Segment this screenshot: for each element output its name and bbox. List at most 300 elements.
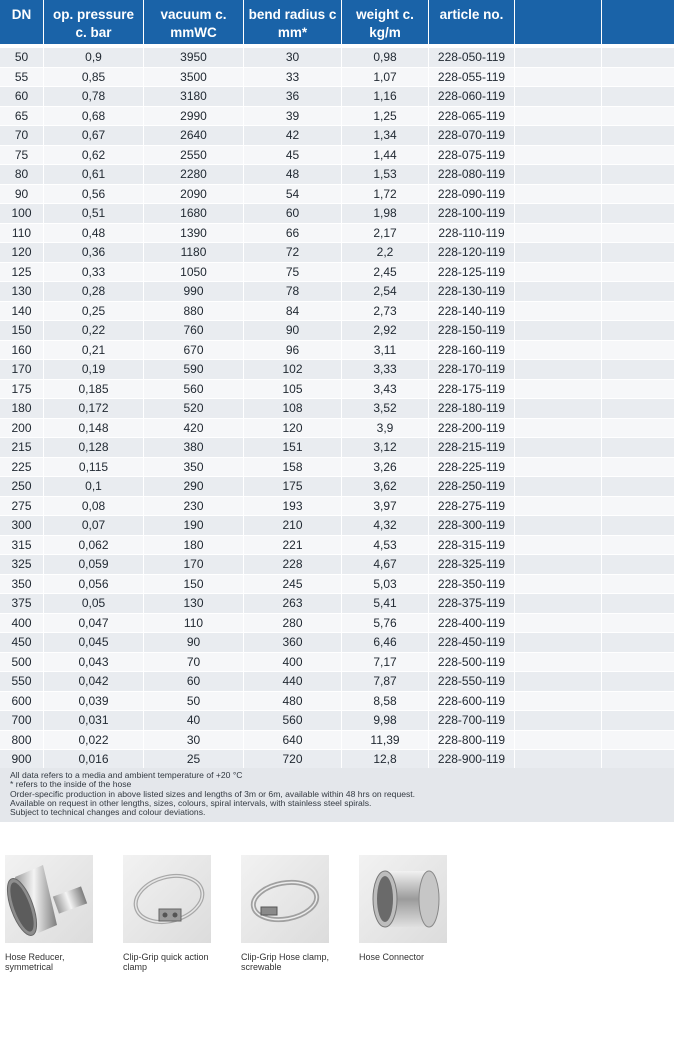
header-op-pressure <box>44 0 144 44</box>
cell-op-pressure: 0,128 <box>44 438 144 457</box>
cell-extra-2 <box>602 243 674 262</box>
notes-box <box>0 768 674 822</box>
table-row <box>0 575 674 595</box>
cell-extra-2 <box>602 68 674 87</box>
cell-article-no: 228-100-119 <box>429 204 515 223</box>
cell-vacuum: 590 <box>144 360 244 379</box>
cell-weight: 3,26 <box>342 458 429 477</box>
cell-extra-1 <box>515 263 602 282</box>
cell-vacuum: 40 <box>144 711 244 730</box>
cell-extra-1 <box>515 204 602 223</box>
header-article-no <box>429 0 515 44</box>
cell-vacuum: 30 <box>144 731 244 750</box>
cell-weight: 1,07 <box>342 68 429 87</box>
cell-vacuum: 990 <box>144 282 244 301</box>
cell-extra-2 <box>602 165 674 184</box>
cell-article-no: 228-120-119 <box>429 243 515 262</box>
table-row <box>0 263 674 283</box>
cell-article-no: 228-200-119 <box>429 419 515 438</box>
cell-op-pressure: 0,148 <box>44 419 144 438</box>
cell-bend-radius: 560 <box>244 711 342 730</box>
cell-bend-radius: 108 <box>244 399 342 418</box>
cell-article-no: 228-140-119 <box>429 302 515 321</box>
header-bend-radius <box>244 0 342 44</box>
cell-bend-radius: 440 <box>244 672 342 691</box>
cell-dn: 215 <box>0 438 44 457</box>
cell-extra-2 <box>602 48 674 67</box>
cell-dn: 150 <box>0 321 44 340</box>
cell-vacuum: 2990 <box>144 107 244 126</box>
cell-weight: 12,8 <box>342 750 429 769</box>
cell-extra-1 <box>515 302 602 321</box>
cell-extra-2 <box>602 263 674 282</box>
cell-extra-2 <box>602 399 674 418</box>
cell-extra-1 <box>515 380 602 399</box>
cell-dn: 100 <box>0 204 44 223</box>
table-row <box>0 302 674 322</box>
accessory-clip-grip-clamp <box>123 855 233 972</box>
cell-dn: 800 <box>0 731 44 750</box>
cell-vacuum: 70 <box>144 653 244 672</box>
cell-article-no: 228-125-119 <box>429 263 515 282</box>
cell-extra-1 <box>515 243 602 262</box>
cell-op-pressure: 0,172 <box>44 399 144 418</box>
cell-bend-radius: 42 <box>244 126 342 145</box>
header-label: mm* <box>277 25 308 40</box>
cell-extra-2 <box>602 224 674 243</box>
cell-weight: 1,34 <box>342 126 429 145</box>
cell-bend-radius: 158 <box>244 458 342 477</box>
table-row <box>0 126 674 146</box>
cell-bend-radius: 78 <box>244 282 342 301</box>
cell-op-pressure: 0,9 <box>44 48 144 67</box>
note-line: All data refers to a media and ambient temperature of +20 °C <box>10 770 243 780</box>
cell-extra-1 <box>515 575 602 594</box>
cell-extra-2 <box>602 419 674 438</box>
cell-bend-radius: 90 <box>244 321 342 340</box>
cell-weight: 5,03 <box>342 575 429 594</box>
table-row <box>0 380 674 400</box>
cell-dn: 130 <box>0 282 44 301</box>
cell-vacuum: 90 <box>144 633 244 652</box>
cell-dn: 80 <box>0 165 44 184</box>
cell-extra-1 <box>515 516 602 535</box>
cell-extra-2 <box>602 555 674 574</box>
cell-article-no: 228-110-119 <box>429 224 515 243</box>
cell-bend-radius: 96 <box>244 341 342 360</box>
cell-bend-radius: 400 <box>244 653 342 672</box>
cell-extra-2 <box>602 594 674 613</box>
table-row <box>0 107 674 127</box>
cell-bend-radius: 480 <box>244 692 342 711</box>
cell-bend-radius: 175 <box>244 477 342 496</box>
cell-weight: 5,41 <box>342 594 429 613</box>
cell-extra-2 <box>602 107 674 126</box>
cell-extra-2 <box>602 341 674 360</box>
cell-article-no: 228-170-119 <box>429 360 515 379</box>
hose-reducer-image <box>5 855 93 943</box>
cell-extra-2 <box>602 614 674 633</box>
cell-vacuum: 180 <box>144 536 244 555</box>
cell-extra-1 <box>515 419 602 438</box>
table-row <box>0 185 674 205</box>
cell-article-no: 228-060-119 <box>429 87 515 106</box>
cell-dn: 180 <box>0 399 44 418</box>
accessory-hose-connector <box>359 855 469 963</box>
cell-dn: 70 <box>0 126 44 145</box>
cell-weight: 3,43 <box>342 380 429 399</box>
cell-article-no: 228-215-119 <box>429 438 515 457</box>
cell-extra-2 <box>602 731 674 750</box>
cell-op-pressure: 0,022 <box>44 731 144 750</box>
header-extra-2 <box>602 0 674 44</box>
cell-extra-1 <box>515 321 602 340</box>
cell-weight: 1,53 <box>342 165 429 184</box>
hose-connector-image <box>359 855 447 943</box>
cell-weight: 3,11 <box>342 341 429 360</box>
cell-extra-1 <box>515 555 602 574</box>
table-row <box>0 341 674 361</box>
cell-op-pressure: 0,61 <box>44 165 144 184</box>
cell-extra-2 <box>602 126 674 145</box>
cell-extra-1 <box>515 87 602 106</box>
cell-extra-1 <box>515 341 602 360</box>
cell-dn: 275 <box>0 497 44 516</box>
cell-extra-2 <box>602 380 674 399</box>
cell-extra-2 <box>602 750 674 769</box>
cell-vacuum: 50 <box>144 692 244 711</box>
cell-vacuum: 380 <box>144 438 244 457</box>
cell-weight: 1,16 <box>342 87 429 106</box>
cell-vacuum: 60 <box>144 672 244 691</box>
caption-line: symmetrical <box>5 961 54 972</box>
cell-extra-1 <box>515 614 602 633</box>
cell-article-no: 228-175-119 <box>429 380 515 399</box>
cell-weight: 2,17 <box>342 224 429 243</box>
cell-dn: 55 <box>0 68 44 87</box>
cell-weight: 7,17 <box>342 653 429 672</box>
cell-extra-1 <box>515 224 602 243</box>
cell-weight: 1,44 <box>342 146 429 165</box>
cell-article-no: 228-450-119 <box>429 633 515 652</box>
cell-extra-1 <box>515 399 602 418</box>
cell-op-pressure: 0,78 <box>44 87 144 106</box>
cell-weight: 7,87 <box>342 672 429 691</box>
cell-bend-radius: 221 <box>244 536 342 555</box>
clip-grip-clamp-image <box>123 855 211 943</box>
cell-weight: 3,97 <box>342 497 429 516</box>
cell-dn: 450 <box>0 633 44 652</box>
caption-line: Clip-Grip quick action <box>123 952 209 962</box>
cell-vacuum: 420 <box>144 419 244 438</box>
cell-weight: 3,33 <box>342 360 429 379</box>
cell-bend-radius: 193 <box>244 497 342 516</box>
cell-extra-2 <box>602 575 674 594</box>
cell-bend-radius: 75 <box>244 263 342 282</box>
cell-op-pressure: 0,08 <box>44 497 144 516</box>
cell-vacuum: 230 <box>144 497 244 516</box>
cell-article-no: 228-700-119 <box>429 711 515 730</box>
cell-op-pressure: 0,28 <box>44 282 144 301</box>
cell-vacuum: 110 <box>144 614 244 633</box>
cell-weight: 1,98 <box>342 204 429 223</box>
cell-dn: 350 <box>0 575 44 594</box>
cell-extra-1 <box>515 438 602 457</box>
cell-article-no: 228-315-119 <box>429 536 515 555</box>
cell-extra-2 <box>602 497 674 516</box>
cell-article-no: 228-500-119 <box>429 653 515 672</box>
cell-article-no: 228-325-119 <box>429 555 515 574</box>
cell-bend-radius: 720 <box>244 750 342 769</box>
cell-op-pressure: 0,68 <box>44 107 144 126</box>
table-row <box>0 633 674 653</box>
table-row <box>0 477 674 497</box>
cell-extra-2 <box>602 146 674 165</box>
cell-dn: 550 <box>0 672 44 691</box>
table-row <box>0 731 674 751</box>
table-row <box>0 48 674 68</box>
cell-vacuum: 130 <box>144 594 244 613</box>
header-label: DN <box>11 7 32 22</box>
cell-weight: 4,32 <box>342 516 429 535</box>
cell-dn: 60 <box>0 87 44 106</box>
cell-bend-radius: 105 <box>244 380 342 399</box>
cell-dn: 375 <box>0 594 44 613</box>
cell-dn: 90 <box>0 185 44 204</box>
cell-weight: 8,58 <box>342 692 429 711</box>
cell-dn: 250 <box>0 477 44 496</box>
cell-weight: 3,52 <box>342 399 429 418</box>
cell-weight: 11,39 <box>342 731 429 750</box>
note-line: Available on request in other lengths, sizes, colours, spiral intervals, with stainless steel spirals. <box>10 797 372 808</box>
table-row <box>0 204 674 224</box>
table-row <box>0 438 674 458</box>
cell-op-pressure: 0,33 <box>44 263 144 282</box>
cell-op-pressure: 0,62 <box>44 146 144 165</box>
cell-vacuum: 350 <box>144 458 244 477</box>
cell-extra-1 <box>515 594 602 613</box>
cell-dn: 50 <box>0 48 44 67</box>
cell-extra-2 <box>602 282 674 301</box>
cell-article-no: 228-050-119 <box>429 48 515 67</box>
cell-article-no: 228-900-119 <box>429 750 515 769</box>
cell-vacuum: 190 <box>144 516 244 535</box>
cell-op-pressure: 0,062 <box>44 536 144 555</box>
accessory-hose-reducer <box>5 855 115 972</box>
cell-vacuum: 2280 <box>144 165 244 184</box>
cell-article-no: 228-350-119 <box>429 575 515 594</box>
caption-line: clamp <box>123 961 148 972</box>
cell-weight: 1,25 <box>342 107 429 126</box>
cell-dn: 225 <box>0 458 44 477</box>
accessory-caption <box>359 953 471 963</box>
cell-vacuum: 2090 <box>144 185 244 204</box>
cell-op-pressure: 0,36 <box>44 243 144 262</box>
note-line: * refers to the inside of the hose <box>10 779 132 790</box>
cell-article-no: 228-400-119 <box>429 614 515 633</box>
cell-bend-radius: 280 <box>244 614 342 633</box>
hose-clamp-image <box>241 855 329 943</box>
cell-weight: 2,2 <box>342 243 429 262</box>
cell-bend-radius: 45 <box>244 146 342 165</box>
header-vacuum <box>144 0 244 44</box>
table-row <box>0 419 674 439</box>
cell-bend-radius: 33 <box>244 68 342 87</box>
cell-op-pressure: 0,07 <box>44 516 144 535</box>
header-label: bend radius c <box>248 7 337 22</box>
table-row <box>0 282 674 302</box>
cell-weight: 4,67 <box>342 555 429 574</box>
note-line: Order-specific production in above listed sizes and lengths of 3m or 6m, available within 48 hrs on request. <box>10 788 416 799</box>
cell-article-no: 228-160-119 <box>429 341 515 360</box>
cell-extra-1 <box>515 497 602 516</box>
cell-extra-2 <box>602 536 674 555</box>
cell-dn: 175 <box>0 380 44 399</box>
cell-dn: 65 <box>0 107 44 126</box>
table-header <box>0 0 674 44</box>
table-row <box>0 536 674 556</box>
header-dn <box>0 0 44 44</box>
cell-extra-2 <box>602 302 674 321</box>
cell-article-no: 228-065-119 <box>429 107 515 126</box>
cell-dn: 315 <box>0 536 44 555</box>
cell-op-pressure: 0,042 <box>44 672 144 691</box>
cell-extra-1 <box>515 653 602 672</box>
accessory-caption <box>5 953 117 972</box>
cell-vacuum: 1680 <box>144 204 244 223</box>
cell-weight: 4,53 <box>342 536 429 555</box>
caption-line: Hose Connector <box>359 952 425 962</box>
cell-op-pressure: 0,1 <box>44 477 144 496</box>
cell-article-no: 228-070-119 <box>429 126 515 145</box>
cell-dn: 75 <box>0 146 44 165</box>
cell-vacuum: 760 <box>144 321 244 340</box>
cell-weight: 2,45 <box>342 263 429 282</box>
table-row <box>0 87 674 107</box>
cell-weight: 5,76 <box>342 614 429 633</box>
cell-weight: 1,72 <box>342 185 429 204</box>
cell-bend-radius: 210 <box>244 516 342 535</box>
cell-article-no: 228-250-119 <box>429 477 515 496</box>
accessory-caption <box>123 953 235 972</box>
cell-op-pressure: 0,67 <box>44 126 144 145</box>
accessory-caption <box>241 953 353 972</box>
cell-op-pressure: 0,059 <box>44 555 144 574</box>
cell-article-no: 228-150-119 <box>429 321 515 340</box>
cell-article-no: 228-075-119 <box>429 146 515 165</box>
note-line: Subject to technical changes and colour deviations. <box>10 807 206 818</box>
cell-bend-radius: 640 <box>244 731 342 750</box>
cell-vacuum: 1180 <box>144 243 244 262</box>
cell-extra-2 <box>602 477 674 496</box>
cell-op-pressure: 0,016 <box>44 750 144 769</box>
cell-vacuum: 290 <box>144 477 244 496</box>
cell-extra-1 <box>515 48 602 67</box>
cell-op-pressure: 0,85 <box>44 68 144 87</box>
cell-article-no: 228-600-119 <box>429 692 515 711</box>
table-row <box>0 399 674 419</box>
cell-dn: 120 <box>0 243 44 262</box>
header-label: c. bar <box>75 25 112 40</box>
cell-vacuum: 25 <box>144 750 244 769</box>
cell-extra-2 <box>602 321 674 340</box>
cell-bend-radius: 120 <box>244 419 342 438</box>
cell-article-no: 228-550-119 <box>429 672 515 691</box>
cell-op-pressure: 0,056 <box>44 575 144 594</box>
cell-bend-radius: 36 <box>244 87 342 106</box>
cell-article-no: 228-375-119 <box>429 594 515 613</box>
spec-table-body <box>0 48 674 770</box>
caption-line: Hose Reducer, <box>5 952 65 962</box>
cell-op-pressure: 0,031 <box>44 711 144 730</box>
table-row <box>0 750 674 770</box>
cell-vacuum: 150 <box>144 575 244 594</box>
cell-op-pressure: 0,22 <box>44 321 144 340</box>
cell-op-pressure: 0,047 <box>44 614 144 633</box>
cell-dn: 200 <box>0 419 44 438</box>
cell-vacuum: 170 <box>144 555 244 574</box>
cell-vacuum: 560 <box>144 380 244 399</box>
cell-weight: 2,92 <box>342 321 429 340</box>
cell-extra-1 <box>515 672 602 691</box>
header-label: kg/m <box>369 25 401 40</box>
cell-dn: 140 <box>0 302 44 321</box>
table-row <box>0 672 674 692</box>
cell-op-pressure: 0,51 <box>44 204 144 223</box>
cell-vacuum: 1050 <box>144 263 244 282</box>
cell-vacuum: 3950 <box>144 48 244 67</box>
cell-extra-2 <box>602 204 674 223</box>
header-label: op. pressure <box>52 7 135 22</box>
cell-weight: 6,46 <box>342 633 429 652</box>
cell-vacuum: 2640 <box>144 126 244 145</box>
cell-vacuum: 670 <box>144 341 244 360</box>
cell-extra-1 <box>515 68 602 87</box>
cell-extra-1 <box>515 731 602 750</box>
cell-dn: 900 <box>0 750 44 769</box>
table-row <box>0 146 674 166</box>
cell-dn: 600 <box>0 692 44 711</box>
cell-article-no: 228-080-119 <box>429 165 515 184</box>
cell-weight: 2,73 <box>342 302 429 321</box>
header-label: article no. <box>439 7 504 22</box>
cell-extra-1 <box>515 107 602 126</box>
cell-vacuum: 3500 <box>144 68 244 87</box>
cell-bend-radius: 263 <box>244 594 342 613</box>
cell-extra-2 <box>602 438 674 457</box>
header-extra-1 <box>515 0 602 44</box>
table-row <box>0 68 674 88</box>
cell-bend-radius: 39 <box>244 107 342 126</box>
cell-dn: 700 <box>0 711 44 730</box>
table-row <box>0 458 674 478</box>
table-row <box>0 360 674 380</box>
cell-extra-2 <box>602 185 674 204</box>
cell-op-pressure: 0,05 <box>44 594 144 613</box>
cell-vacuum: 1390 <box>144 224 244 243</box>
cell-op-pressure: 0,043 <box>44 653 144 672</box>
cell-extra-1 <box>515 536 602 555</box>
cell-op-pressure: 0,115 <box>44 458 144 477</box>
table-row <box>0 614 674 634</box>
cell-vacuum: 2550 <box>144 146 244 165</box>
cell-extra-2 <box>602 360 674 379</box>
table-row <box>0 516 674 536</box>
cell-article-no: 228-300-119 <box>429 516 515 535</box>
table-row <box>0 224 674 244</box>
cell-op-pressure: 0,21 <box>44 341 144 360</box>
cell-dn: 325 <box>0 555 44 574</box>
